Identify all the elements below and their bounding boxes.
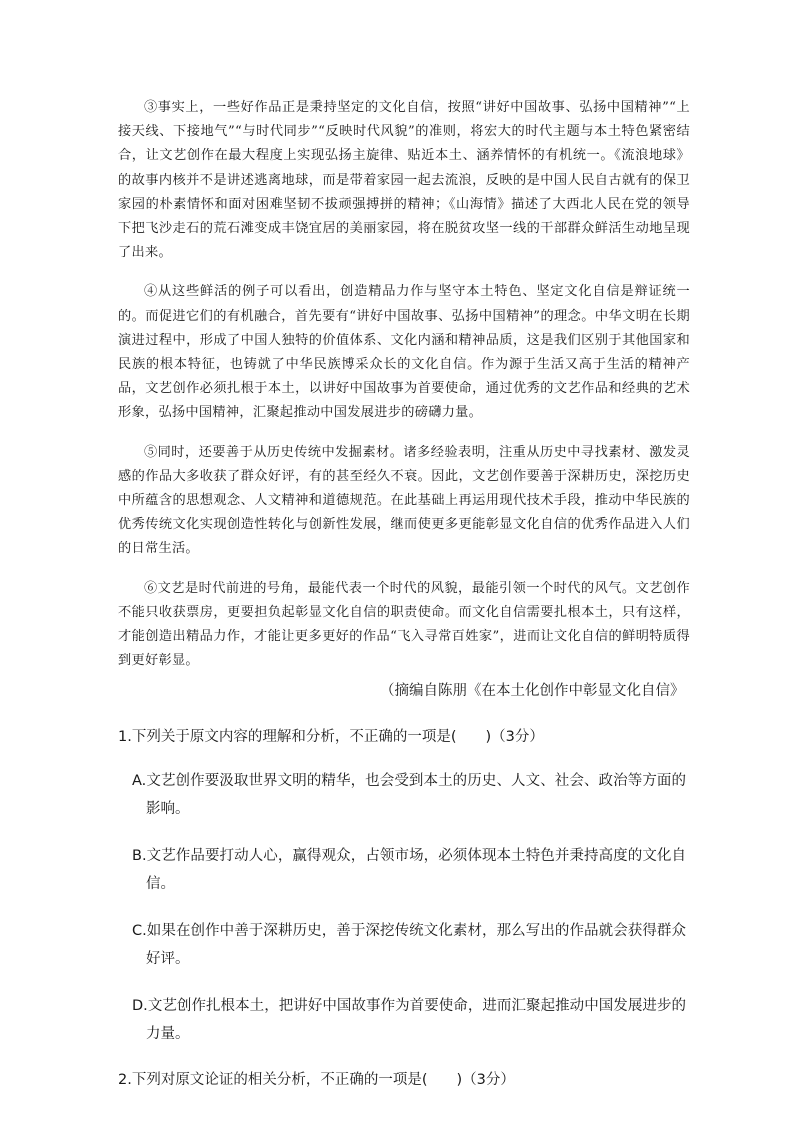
option-d-text: D.文艺创作扎根本土，把讲好中国故事作为首要使命，进而汇聚起推动中国发展进步的力量。 bbox=[132, 998, 686, 1042]
option-b-text: B.文艺作品要打动人心，赢得观众，占领市场，必须体现本土特色并秉持高度的文化自信。 bbox=[132, 848, 686, 892]
question-1-option-a[interactable] bbox=[118, 767, 690, 823]
option-c-text: C.如果在创作中善于深耕历史，善于深挖传统文化素材，那么写出的作品就会获得群众好评。 bbox=[132, 923, 686, 967]
question-1-options bbox=[118, 767, 690, 1048]
question-2-stem: 2.下列对原文论证的相关分析，不正确的一项是( )（3分） bbox=[118, 1072, 515, 1088]
question-2 bbox=[118, 1069, 690, 1091]
question-1-stem: 1.下列关于原文内容的理解和分析，不正确的一项是( )（3分） bbox=[118, 729, 544, 745]
option-a-text: A.文艺创作要汲取世界文明的精华，也会受到本土的历史、人文、社会、政治等方面的影响。 bbox=[132, 773, 686, 817]
passage-paragraph-3: ③事实上，一些好作品正是秉持坚定的文化自信，按照“讲好中国故事、弘扬中国精神”“上接天线、下接地气”“与时代同步”“反映时代风貌”的准则，将宏大的时代主题与本土特色紧密结合，让文艺创作在最大程度上实现弘扬主旋律、贴近本土、涵养情怀的有机统一。《流浪地球》的故事内核并不是讲述逃离地球，而是带着家园一起去流浪，反映的是中国人民自古就有的保卫家园的朴素情怀和面对困难坚韧不拔顽强搏拼的精神；《山海情》描述了大西北人民在党的领导下把飞沙走石的荒石滩变成丰饶宜居的美丽家园，将在脱贫攻坚一线的干部群众鲜活生动地呈现了出来。 bbox=[118, 100, 690, 261]
passage-paragraph-5: ⑤同时，还要善于从历史传统中发掘素材。诸多经验表明，注重从历史中寻找素材、激发灵感的作品大多收获了群众好评，有的甚至经久不衰。因此，文艺创作要善于深耕历史，深挖历史中所蕴含的思想观念、人文精神和道德规范。在此基础上再运用现代技术手段，推动中华民族的优秀传统文化实现创造性转化与创新性发展，继而使更多更能彰显文化自信的优秀作品进入人们的日常生活。 bbox=[118, 444, 690, 557]
question-1-option-b[interactable] bbox=[118, 842, 690, 898]
passage-source: （摘编自陈朋《在本土化创作中彰显文化自信》 bbox=[380, 683, 685, 699]
question-1-option-d[interactable] bbox=[118, 992, 690, 1048]
reading-passage bbox=[118, 96, 690, 688]
question-1-option-c[interactable] bbox=[118, 917, 690, 973]
question-1 bbox=[118, 726, 690, 1048]
passage-paragraph-6: ⑥文艺是时代前进的号角，最能代表一个时代的风貌，最能引领一个时代的风气。文艺创作不能只收获票房，更要担负起彰显文化自信的职责使命。而文化自信需要扎根本土，只有这样，才能创造出精品力作，才能让更多更好的作品“飞入寻常百姓家”，进而让文化自信的鲜明特质得到更好彰显。 bbox=[118, 580, 690, 669]
passage-paragraph-4: ④从这些鲜活的例子可以看出，创造精品力作与坚守本土特色、坚定文化自信是辩证统一的。而促进它们的有机融合，首先要有“讲好中国故事、弘扬中国精神”的理念。中华文明在长期演进过程中，形成了中国人独特的价值体系、文化内涵和精神品质，这是我们区别于其他国家和民族的根本特征，也铸就了中华民族博采众长的文化自信。作为源于生活又高于生活的精神产品，文艺创作必须扎根于本土，以讲好中国故事为首要使命，通过优秀的文艺作品和经典的艺术形象，弘扬中国精神，汇聚起推动中国发展进步的磅礴力量。 bbox=[118, 284, 690, 421]
questions-section bbox=[118, 726, 690, 1091]
